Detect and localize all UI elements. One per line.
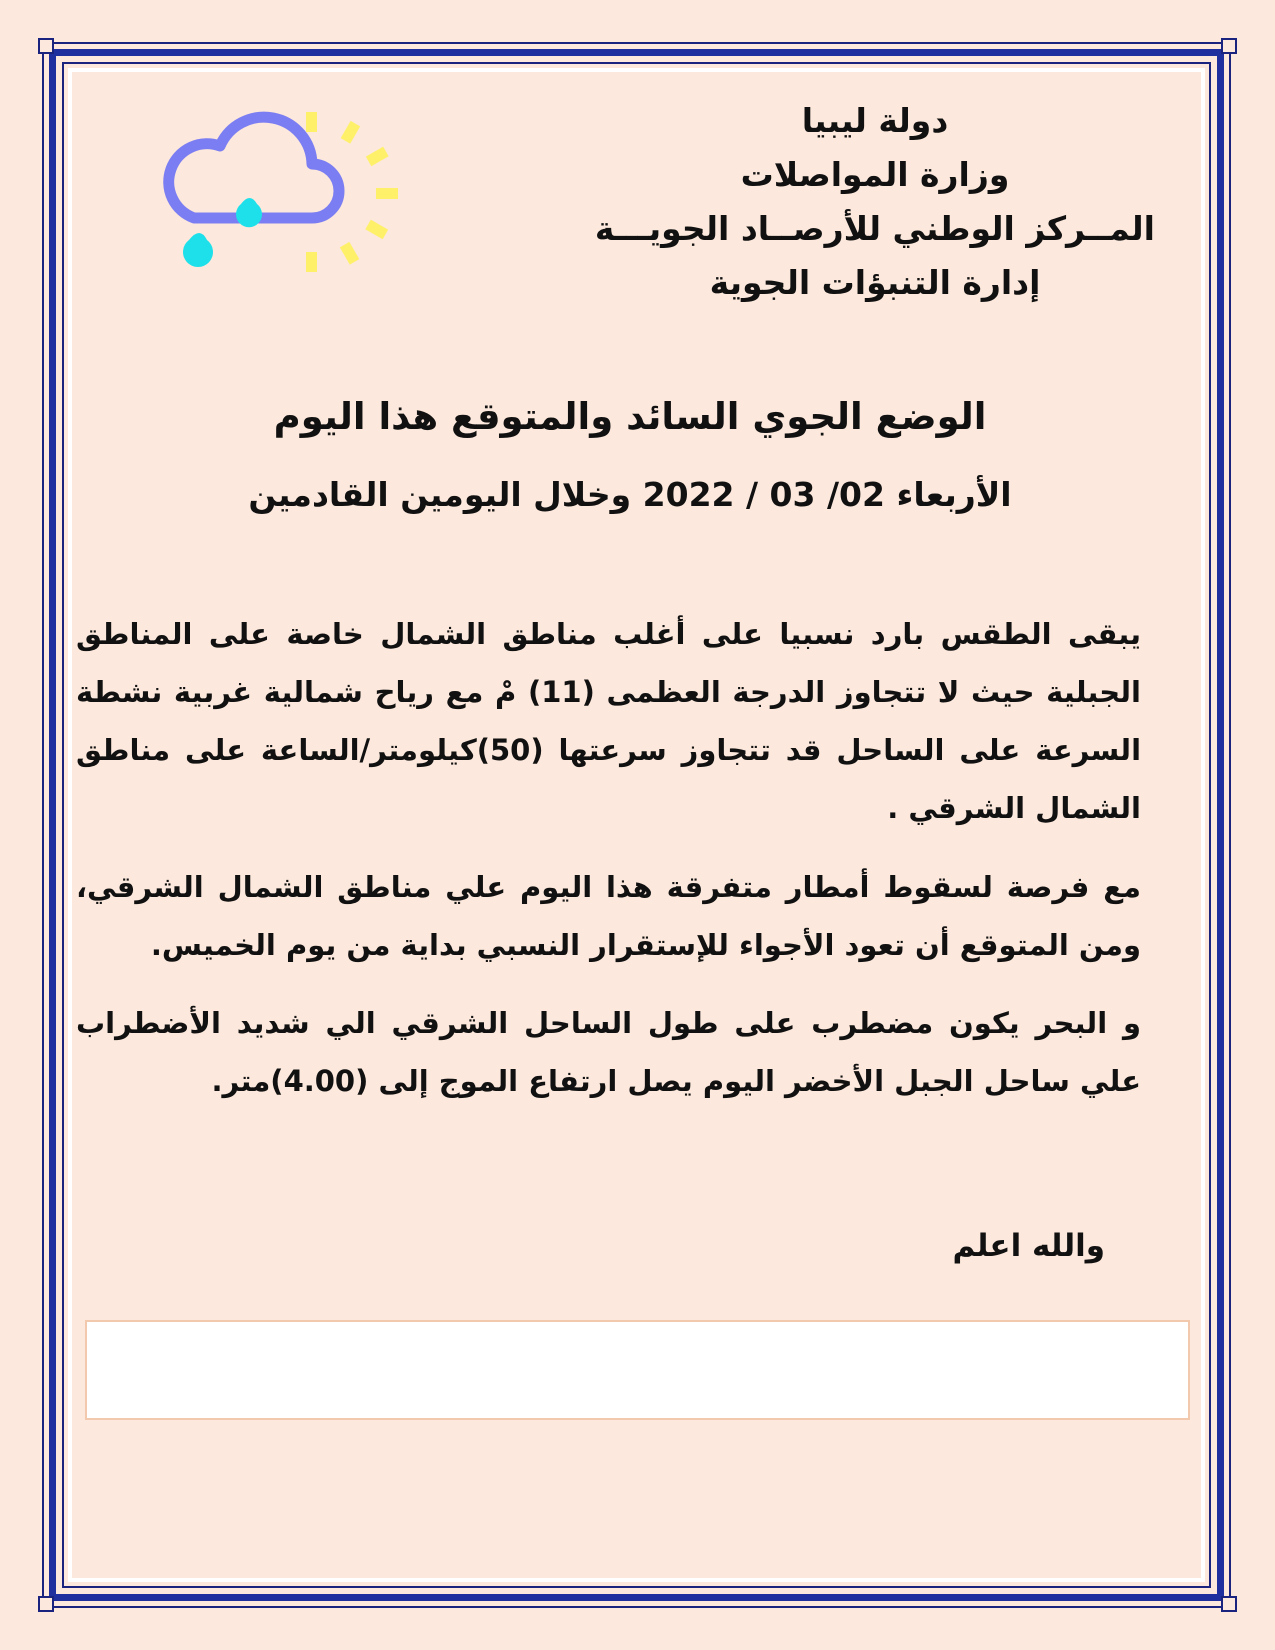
sun-ray <box>340 242 360 265</box>
header-line-center: المــركز الوطني للأرصــاد الجويـــة <box>594 209 1155 248</box>
header-line-country: دولة ليبيا <box>801 101 949 140</box>
footer-box <box>85 1320 1190 1420</box>
sun-ray <box>341 121 361 144</box>
report-title: الوضع الجوي السائد والمتوقع هذا اليوم <box>273 395 987 438</box>
corner-ornament-bottom-left <box>38 1596 54 1612</box>
sun-ray <box>365 220 388 240</box>
corner-ornament-top-left <box>38 38 54 54</box>
sun-ray <box>376 188 398 199</box>
header-line-ministry: وزارة المواصلات <box>740 155 1010 194</box>
sun-ray <box>306 112 317 132</box>
forecast-paragraph-rain: مع فرصة لسقوط أمطار متفرقة هذا اليوم علي مناطق الشمال الشرقي، ومن المتوقع أن تعود الأجواء للإستقرار النسبي بداية من يوم الخميس. <box>76 870 1141 962</box>
rain-drop <box>236 198 262 227</box>
sun-rays <box>306 112 398 272</box>
corner-ornament-top-right <box>1221 38 1237 54</box>
sun-ray <box>366 147 389 167</box>
cloud-rain-sun-icon <box>140 100 430 290</box>
closing-phrase: والله اعلم <box>952 1228 1105 1264</box>
sun-ray <box>306 252 317 272</box>
header-line-department: إدارة التنبؤات الجوية <box>709 263 1041 302</box>
ministry-header <box>595 94 1155 310</box>
corner-ornament-bottom-right <box>1221 1596 1237 1612</box>
rain-drop <box>183 233 213 267</box>
report-date: الأربعاء 02/ 03 / 2022 وخلال اليومين القادمين <box>248 475 1012 514</box>
forecast-paragraph-sea: و البحر يكون مضطرب على طول الساحل الشرقي الي شديد الأضطراب علي ساحل الجبل الأخضر اليوم يصل ارتفاع الموج إلى (4.00)متر. <box>76 1006 1141 1098</box>
forecast-paragraph-temperature: يبقى الطقس بارد نسبيا على أغلب مناطق الشمال خاصة على المناطق الجبلية حيث لا تتجاوز الدرجة العظمى (11) مْ مع رياح شمالية غربية نشطة السرعة على الساحل قد تتجاوز سرعتها (50)كيلومتر/الساعة على مناطق الشمال الشرقي . <box>76 617 1142 825</box>
